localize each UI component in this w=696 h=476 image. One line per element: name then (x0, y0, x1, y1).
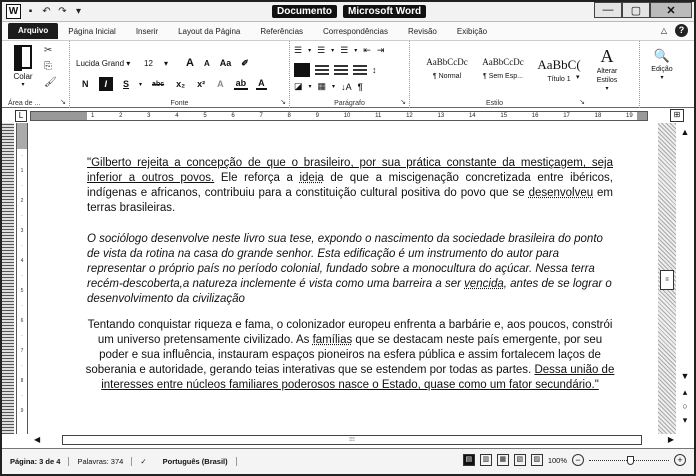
font-size-dropdown[interactable]: 12 ▾ (144, 58, 169, 68)
language-indicator[interactable]: Português (Brasil) (155, 457, 237, 466)
editing-label: Edição (651, 66, 673, 73)
styles-more-icon[interactable]: ▾ (576, 74, 580, 81)
paragraph-2[interactable]: O sociólogo desenvolve neste livro sua tese, expondo o nascimento da sociedade brasileira do ponto de vista da rotina na casa do grande senhor. Esta edificação é um instrumento do autor para representar o próprio país no período colonial, fundado sobre a monocultura do açúcar. Nessa terra recém-descoberta,a natureza inclemente é vista como uma barreira a ser vencida, antes de se lograr o desenvolvimento da civilização (87, 233, 612, 305)
left-frame (2, 123, 14, 434)
minimize-button[interactable]: — (594, 2, 622, 18)
zoom-slider[interactable] (589, 460, 669, 461)
customize-qat-icon[interactable]: ▾ (75, 6, 82, 17)
bold-button[interactable]: N (82, 79, 89, 89)
paragraph-group (290, 41, 410, 108)
undo-icon[interactable]: ↶ (42, 6, 51, 17)
shrink-font-icon[interactable]: A (203, 58, 210, 68)
vertical-ruler[interactable]: · 1 · 2 · 3 · 4 · 5 · 6 · 7 · 8 · 9 (16, 123, 28, 434)
app-name: Microsoft Word (343, 5, 426, 18)
window-title (272, 5, 426, 18)
tab-revisao[interactable]: Revisão (407, 26, 437, 36)
proofing-icon[interactable]: ✓ (140, 457, 147, 466)
styles-launcher-icon[interactable]: ↘ (579, 99, 585, 106)
zoom-level[interactable]: 100% (547, 455, 567, 465)
ruler-area (2, 109, 694, 123)
vertical-scrollbar[interactable] (658, 123, 694, 434)
style-normal[interactable]: AaBbCcDc ¶ Normal (426, 57, 468, 80)
paragraph-1[interactable]: "Gilberto rejeita a concepção de que o brasileiro, por sua prática constante da mestiçagem, seja inferior a outros povos. Ele reforça a ideia de que a miscigenação concretizada entre ibéricos, indígenas e africanos, contribuiu para a constituição cultural positiva do povo que se desenvolveu em terras brasileiras. (87, 157, 614, 214)
zoom-slider-knob[interactable] (627, 456, 634, 465)
strikethrough-button[interactable]: abc (152, 80, 165, 88)
cut-icon[interactable]: ✂ (44, 45, 53, 56)
scroll-track[interactable] (658, 123, 676, 434)
clipboard-group (2, 41, 70, 108)
select-browse-object-icon[interactable]: ○ (682, 401, 688, 411)
view-zoom-controls (463, 454, 686, 466)
paragraph-row-2 (294, 63, 377, 77)
tab-exibicao[interactable]: Exibição (456, 26, 488, 36)
font-group-label: Fonte (170, 100, 189, 107)
ribbon (2, 40, 694, 108)
show-formatting-icon[interactable]: ¶ (357, 81, 363, 92)
tabs-right-controls (661, 24, 688, 37)
ribbon-tabs (2, 22, 694, 40)
justify-icon[interactable] (353, 65, 367, 75)
italic-button[interactable]: I (99, 77, 114, 91)
previous-page-icon[interactable]: ▴ (682, 387, 688, 397)
paste-button[interactable] (8, 45, 38, 88)
copy-icon[interactable]: ⎘ (44, 61, 52, 72)
font-launcher-icon[interactable]: ↘ (280, 99, 286, 106)
spelling-flag[interactable]: ideia (299, 172, 324, 184)
paragraph-row-1: ☰ ▾ ☰ ▾ ☰ ▾ ⇤ ⇥ (294, 45, 385, 55)
underline-dropdown-icon[interactable]: ▾ (139, 81, 143, 88)
font-row-2 (80, 77, 267, 91)
paragraph-group-label: Parágrafo (334, 100, 365, 107)
word-app-icon[interactable]: W (6, 4, 21, 19)
quote-underlined: "Gilberto rejeita a concepção de que o brasileiro, por sua prática constante da mestiçagem, seja inferior a outros povos. (87, 157, 613, 184)
window-controls (594, 2, 692, 18)
format-painter-icon[interactable]: 🖌 (44, 77, 57, 88)
clear-formatting-icon[interactable]: ✐ (241, 57, 249, 68)
shading-icon[interactable]: ◪ (294, 81, 303, 91)
spelling-flag[interactable]: vencida, (464, 278, 507, 290)
font-name-dropdown[interactable]: Lucida Grand ▾ (76, 58, 131, 68)
left-margin-shade (31, 112, 87, 120)
clipboard-launcher-icon[interactable]: ↘ (60, 99, 66, 106)
document-page[interactable] (32, 123, 652, 434)
scroll-down-icon[interactable]: ▼ (680, 371, 690, 381)
bullets-icon[interactable]: ☰ (294, 45, 303, 55)
horizontal-ruler[interactable] (30, 111, 648, 121)
zoom-in-icon[interactable]: + (674, 454, 686, 466)
view-ruler-icon[interactable]: ⊞ (670, 109, 684, 122)
spelling-flag[interactable]: desenvolveu (528, 187, 594, 199)
tab-pagina-inicial[interactable]: Página Inicial (68, 26, 116, 36)
tab-stop-selector[interactable]: L (15, 110, 27, 122)
minimize-ribbon-icon[interactable]: △ (660, 26, 667, 35)
tab-inserir[interactable]: Inserir (135, 26, 159, 36)
numbering-icon[interactable]: ☰ (317, 45, 326, 55)
font-row-1 (76, 57, 251, 69)
font-color-icon[interactable]: A (258, 78, 265, 88)
title-bar (2, 2, 694, 22)
style-sem-espacamento[interactable]: AaBbCcDc ¶ Sem Esp... (482, 57, 524, 80)
draft-view-icon[interactable]: ▨ (531, 454, 543, 466)
save-icon[interactable]: ▪ (28, 6, 33, 17)
status-bar (2, 448, 694, 474)
editing-button[interactable]: 🔍 Edição ▾ (642, 47, 682, 83)
word-count[interactable]: Palavras: 374 (69, 457, 132, 466)
superscript-button[interactable]: x² (197, 79, 206, 89)
horizontal-scroll-thumb[interactable]: ⁝⁝⁝ (62, 435, 642, 445)
tab-layout-da-pagina[interactable]: Layout da Página (178, 26, 241, 36)
subscript-button[interactable]: x₂ (176, 79, 186, 89)
change-styles-icon: A (600, 46, 614, 66)
paragraph-row-3: ◪ ▾ ▦ ▾ ↓A ¶ (294, 81, 363, 92)
quote-underlined: Dessa união de interesses entre núcleos familiares poderosos nasce o Estado, quase como um fator secundário." (101, 364, 615, 391)
next-page-icon[interactable]: ▾ (682, 415, 688, 425)
align-center-icon[interactable] (315, 65, 329, 75)
redo-icon[interactable]: ↷ (58, 6, 67, 17)
increase-indent-icon[interactable]: ⇥ (376, 45, 385, 55)
help-icon[interactable]: ? (675, 24, 688, 37)
paste-label: Colar (13, 72, 33, 81)
tab-referencias[interactable]: Referências (260, 26, 304, 36)
zoom-out-icon[interactable]: − (572, 454, 584, 466)
scroll-up-icon[interactable]: ▲ (680, 127, 690, 137)
quick-access-toolbar (6, 4, 85, 19)
clipboard-group-label: Área de ... (8, 100, 41, 107)
borders-icon[interactable]: ▦ (317, 81, 327, 91)
horizontal-scrollbar[interactable] (32, 434, 674, 446)
paste-dropdown-icon[interactable]: ▾ (21, 82, 25, 88)
line-spacing-icon[interactable]: ↕ (372, 65, 377, 75)
find-icon: 🔍 (653, 48, 671, 63)
styles-group (410, 41, 640, 108)
print-layout-view-icon[interactable]: ▤ (463, 454, 475, 466)
right-margin-shade (637, 112, 647, 120)
scroll-left-icon[interactable]: ◀ (34, 435, 41, 444)
align-right-icon[interactable] (334, 65, 348, 75)
scroll-right-icon[interactable]: ▶ (667, 435, 674, 444)
document-area (2, 123, 694, 434)
highlight-icon[interactable]: ab (235, 78, 247, 88)
document-name: Documento (272, 5, 337, 18)
multilevel-list-icon[interactable]: ☰ (340, 45, 349, 55)
full-screen-reading-icon[interactable]: ▥ (480, 454, 492, 466)
paste-icon (14, 45, 32, 69)
align-left-icon[interactable] (294, 63, 310, 77)
tab-correspondencias[interactable]: Correspondências (323, 26, 388, 36)
decrease-indent-icon[interactable]: ⇤ (363, 45, 371, 55)
paragraph-launcher-icon[interactable]: ↘ (400, 99, 406, 106)
paragraph-3[interactable]: Tentando conquistar riqueza e fama, o colonizador europeu enfrenta a barbárie e, aos poucos, constrói um universo pretensamente civilizado. As famílias que se destacam neste país emergente, por seu poder e sua influência, instauram espaços pioneiros na esfera pública e assim fortalecem laços de soberania e autoridade, gerando teias interativas que se estendem por todas as partes. Dessa união de interesses entre núcleos familiares poderosos nasce o Estado, quase como um fator secundário." (85, 319, 615, 391)
page-count[interactable]: Página: 3 de 4 (2, 457, 69, 466)
underline-button[interactable]: S (123, 79, 130, 89)
font-group (70, 41, 290, 108)
outline-view-icon[interactable]: ▧ (514, 454, 526, 466)
change-styles-button[interactable]: A Alterar Estilos ▾ (586, 45, 628, 94)
scroll-thumb[interactable]: ≡ (660, 270, 674, 290)
styles-group-label: Estilo (485, 100, 504, 107)
change-case-icon[interactable]: Aa (219, 58, 232, 68)
ruler-ticks: 1 2 3 4 5 6 7 8 9 10 11 12 13 14 15 16 17 18 19 (91, 113, 633, 119)
style-titulo-1[interactable]: AaBbC( Título 1 (537, 57, 581, 83)
grow-font-icon[interactable]: A (186, 57, 194, 69)
spelling-flag[interactable]: famílias (312, 334, 353, 346)
styles-gallery (424, 57, 582, 83)
maximize-button[interactable]: ▢ (622, 2, 650, 18)
tab-arquivo[interactable]: Arquivo (8, 23, 58, 39)
text-effects-icon[interactable]: A (217, 79, 224, 89)
close-button[interactable]: ✕ (650, 2, 692, 18)
web-layout-icon[interactable]: ▦ (497, 454, 509, 466)
sort-icon[interactable]: ↓A (341, 81, 352, 92)
